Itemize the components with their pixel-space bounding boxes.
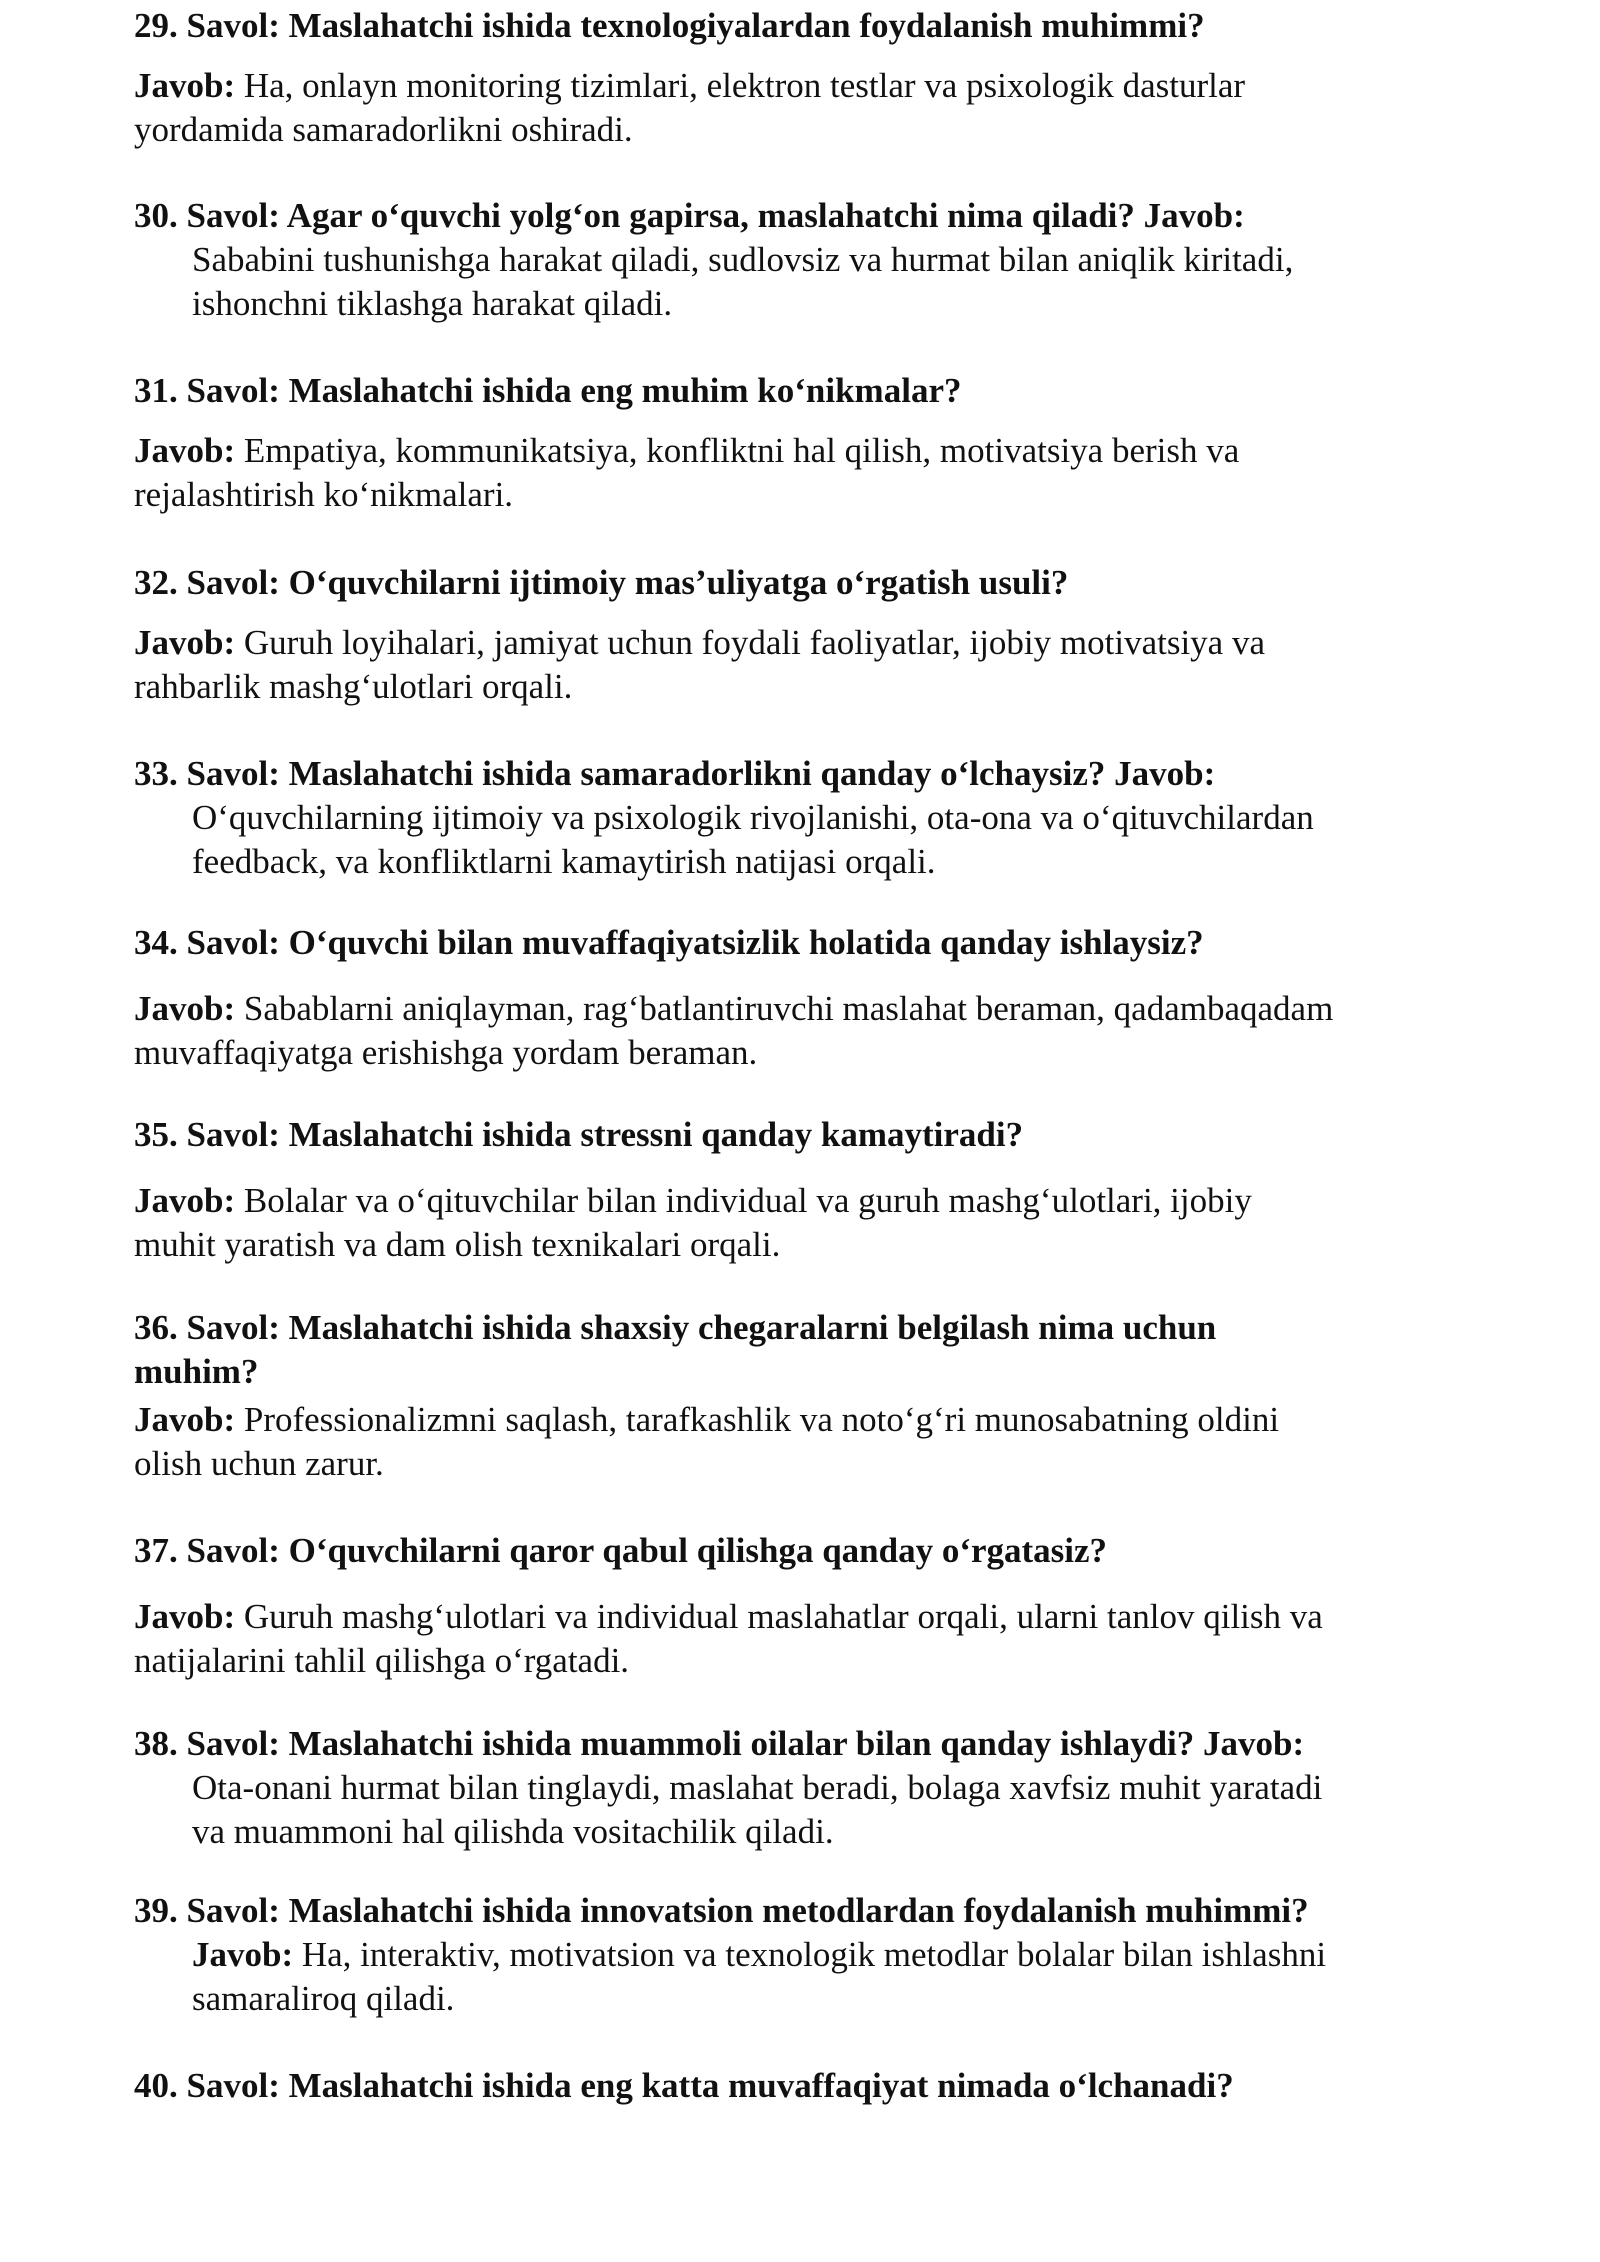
answer-line: samaraliroq qiladi. bbox=[192, 1979, 455, 2018]
answer-text bbox=[134, 238, 1464, 326]
answer-line: Oʻquvchilarning ijtimoiy va psixologik rivojlanishi, ota-ona va oʻqituvchilardan bbox=[192, 798, 1314, 837]
question-heading: 30. Savol: Agar oʻquvchi yolgʻon gapirsa, maslahatchi nima qiladi? Javob: bbox=[134, 196, 1245, 235]
answer-label: Javob: bbox=[134, 1597, 236, 1636]
qa-item-39 bbox=[134, 1889, 1464, 2021]
answer-text bbox=[134, 1933, 1464, 2021]
qa-item-40 bbox=[134, 2064, 1464, 2108]
answer-line: va muammoni hal qilishda vositachilik qiladi. bbox=[192, 1812, 834, 1851]
question-heading: 33. Savol: Maslahatchi ishida samaradorlikni qanday oʻlchaysiz? Javob: bbox=[134, 754, 1216, 793]
qa-item-34 bbox=[134, 921, 1464, 1075]
question-heading: 39. Savol: Maslahatchi ishida innovatsion metodlardan foydalanish muhimmi? bbox=[134, 1891, 1309, 1930]
answer-line: Sababini tushunishga harakat qiladi, sudlovsiz va hurmat bilan aniqlik kiritadi, bbox=[192, 240, 1294, 279]
qa-item-35 bbox=[134, 1113, 1464, 1267]
question-heading: 37. Savol: Oʻquvchilarni qaror qabul qilishga qanday oʻrgatasiz? bbox=[134, 1531, 1108, 1570]
qa-item-33 bbox=[134, 752, 1464, 884]
answer-label: Javob: bbox=[134, 1400, 236, 1439]
question-heading: 40. Savol: Maslahatchi ishida eng katta muvaffaqiyat nimada oʻlchanadi? bbox=[134, 2066, 1234, 2105]
answer-text bbox=[134, 1398, 1464, 1486]
qa-item-36 bbox=[134, 1306, 1464, 1486]
answer-line: Empatiya, kommunikatsiya, konfliktni hal qilish, motivatsiya berish va bbox=[243, 431, 1240, 470]
answer-label: Javob: bbox=[134, 1181, 236, 1220]
answer-text bbox=[134, 796, 1464, 884]
answer-label: Javob: bbox=[134, 623, 236, 662]
answer-label: Javob: bbox=[134, 989, 236, 1028]
qa-item-37 bbox=[134, 1529, 1464, 1683]
answer-line: rejalashtirish koʻnikmalari. bbox=[134, 475, 514, 514]
question-line: muhim? bbox=[134, 1352, 259, 1391]
answer-line: Bolalar va oʻqituvchilar bilan individual va guruh mashgʻulotlari, ijobiy bbox=[243, 1181, 1252, 1220]
answer-text bbox=[134, 987, 1464, 1075]
question-heading: 29. Savol: Maslahatchi ishida texnologiyalardan foydalanish muhimmi? bbox=[134, 6, 1205, 45]
answer-text bbox=[134, 1766, 1464, 1854]
answer-line: muvaffaqiyatga erishishga yordam beraman. bbox=[134, 1033, 758, 1072]
question-heading: 35. Savol: Maslahatchi ishida stressni qanday kamaytiradi? bbox=[134, 1115, 1024, 1154]
answer-label: Javob: bbox=[134, 431, 236, 470]
answer-text bbox=[134, 1595, 1464, 1683]
answer-text bbox=[134, 621, 1464, 709]
answer-line: Professionalizmni saqlash, tarafkashlik va notoʻgʻri munosabatning oldini bbox=[243, 1400, 1280, 1439]
answer-line: Sabablarni aniqlayman, ragʻbatlantiruvchi maslahat beraman, qadambaqadam bbox=[243, 989, 1334, 1028]
answer-line: feedback, va konfliktlarni kamaytirish natijasi orqali. bbox=[192, 842, 936, 881]
answer-line: Guruh mashgʻulotlari va individual maslahatlar orqali, ularni tanlov qilish va bbox=[243, 1597, 1323, 1636]
question-heading: 31. Savol: Maslahatchi ishida eng muhim koʻnikmalar? bbox=[134, 371, 962, 410]
answer-label: Javob: bbox=[192, 1935, 294, 1974]
question-heading: 38. Savol: Maslahatchi ishida muammoli oilalar bilan qanday ishlaydi? Javob: bbox=[134, 1724, 1305, 1763]
answer-label: Javob: bbox=[134, 66, 236, 105]
qa-item-30 bbox=[134, 194, 1464, 326]
qa-item-32 bbox=[134, 561, 1464, 709]
answer-line: rahbarlik mashgʻulotlari orqali. bbox=[134, 667, 573, 706]
question-heading bbox=[134, 1306, 1464, 1394]
answer-text bbox=[134, 64, 1464, 152]
question-heading: 34. Savol: Oʻquvchi bilan muvaffaqiyatsizlik holatida qanday ishlaysiz? bbox=[134, 923, 1204, 962]
answer-line: natijalarini tahlil qilishga oʻrgatadi. bbox=[134, 1641, 630, 1680]
answer-line: ishonchni tiklashga harakat qiladi. bbox=[192, 284, 673, 323]
answer-line: olish uchun zarur. bbox=[134, 1444, 384, 1483]
answer-text bbox=[134, 1179, 1464, 1267]
qa-item-38 bbox=[134, 1722, 1464, 1854]
qa-item-31 bbox=[134, 369, 1464, 517]
question-heading: 32. Savol: Oʻquvchilarni ijtimoiy masʼuliyatga oʻrgatish usuli? bbox=[134, 563, 1069, 602]
answer-line: Ha, onlayn monitoring tizimlari, elektron testlar va psixologik dasturlar bbox=[243, 66, 1246, 105]
question-line: 36. Savol: Maslahatchi ishida shaxsiy chegaralarni belgilash nima uchun bbox=[134, 1308, 1217, 1347]
answer-line: Ha, interaktiv, motivatsion va texnologik metodlar bolalar bilan ishlashni bbox=[301, 1935, 1327, 1974]
answer-line: yordamida samaradorlikni oshiradi. bbox=[134, 110, 633, 149]
answer-line: muhit yaratish va dam olish texnikalari orqali. bbox=[134, 1225, 781, 1264]
qa-item-29 bbox=[134, 4, 1464, 152]
answer-line: Guruh loyihalari, jamiyat uchun foydali faoliyatlar, ijobiy motivatsiya va bbox=[243, 623, 1265, 662]
answer-text bbox=[134, 429, 1464, 517]
answer-line: Ota-onani hurmat bilan tinglaydi, maslahat beradi, bolaga xavfsiz muhit yaratadi bbox=[192, 1768, 1323, 1807]
